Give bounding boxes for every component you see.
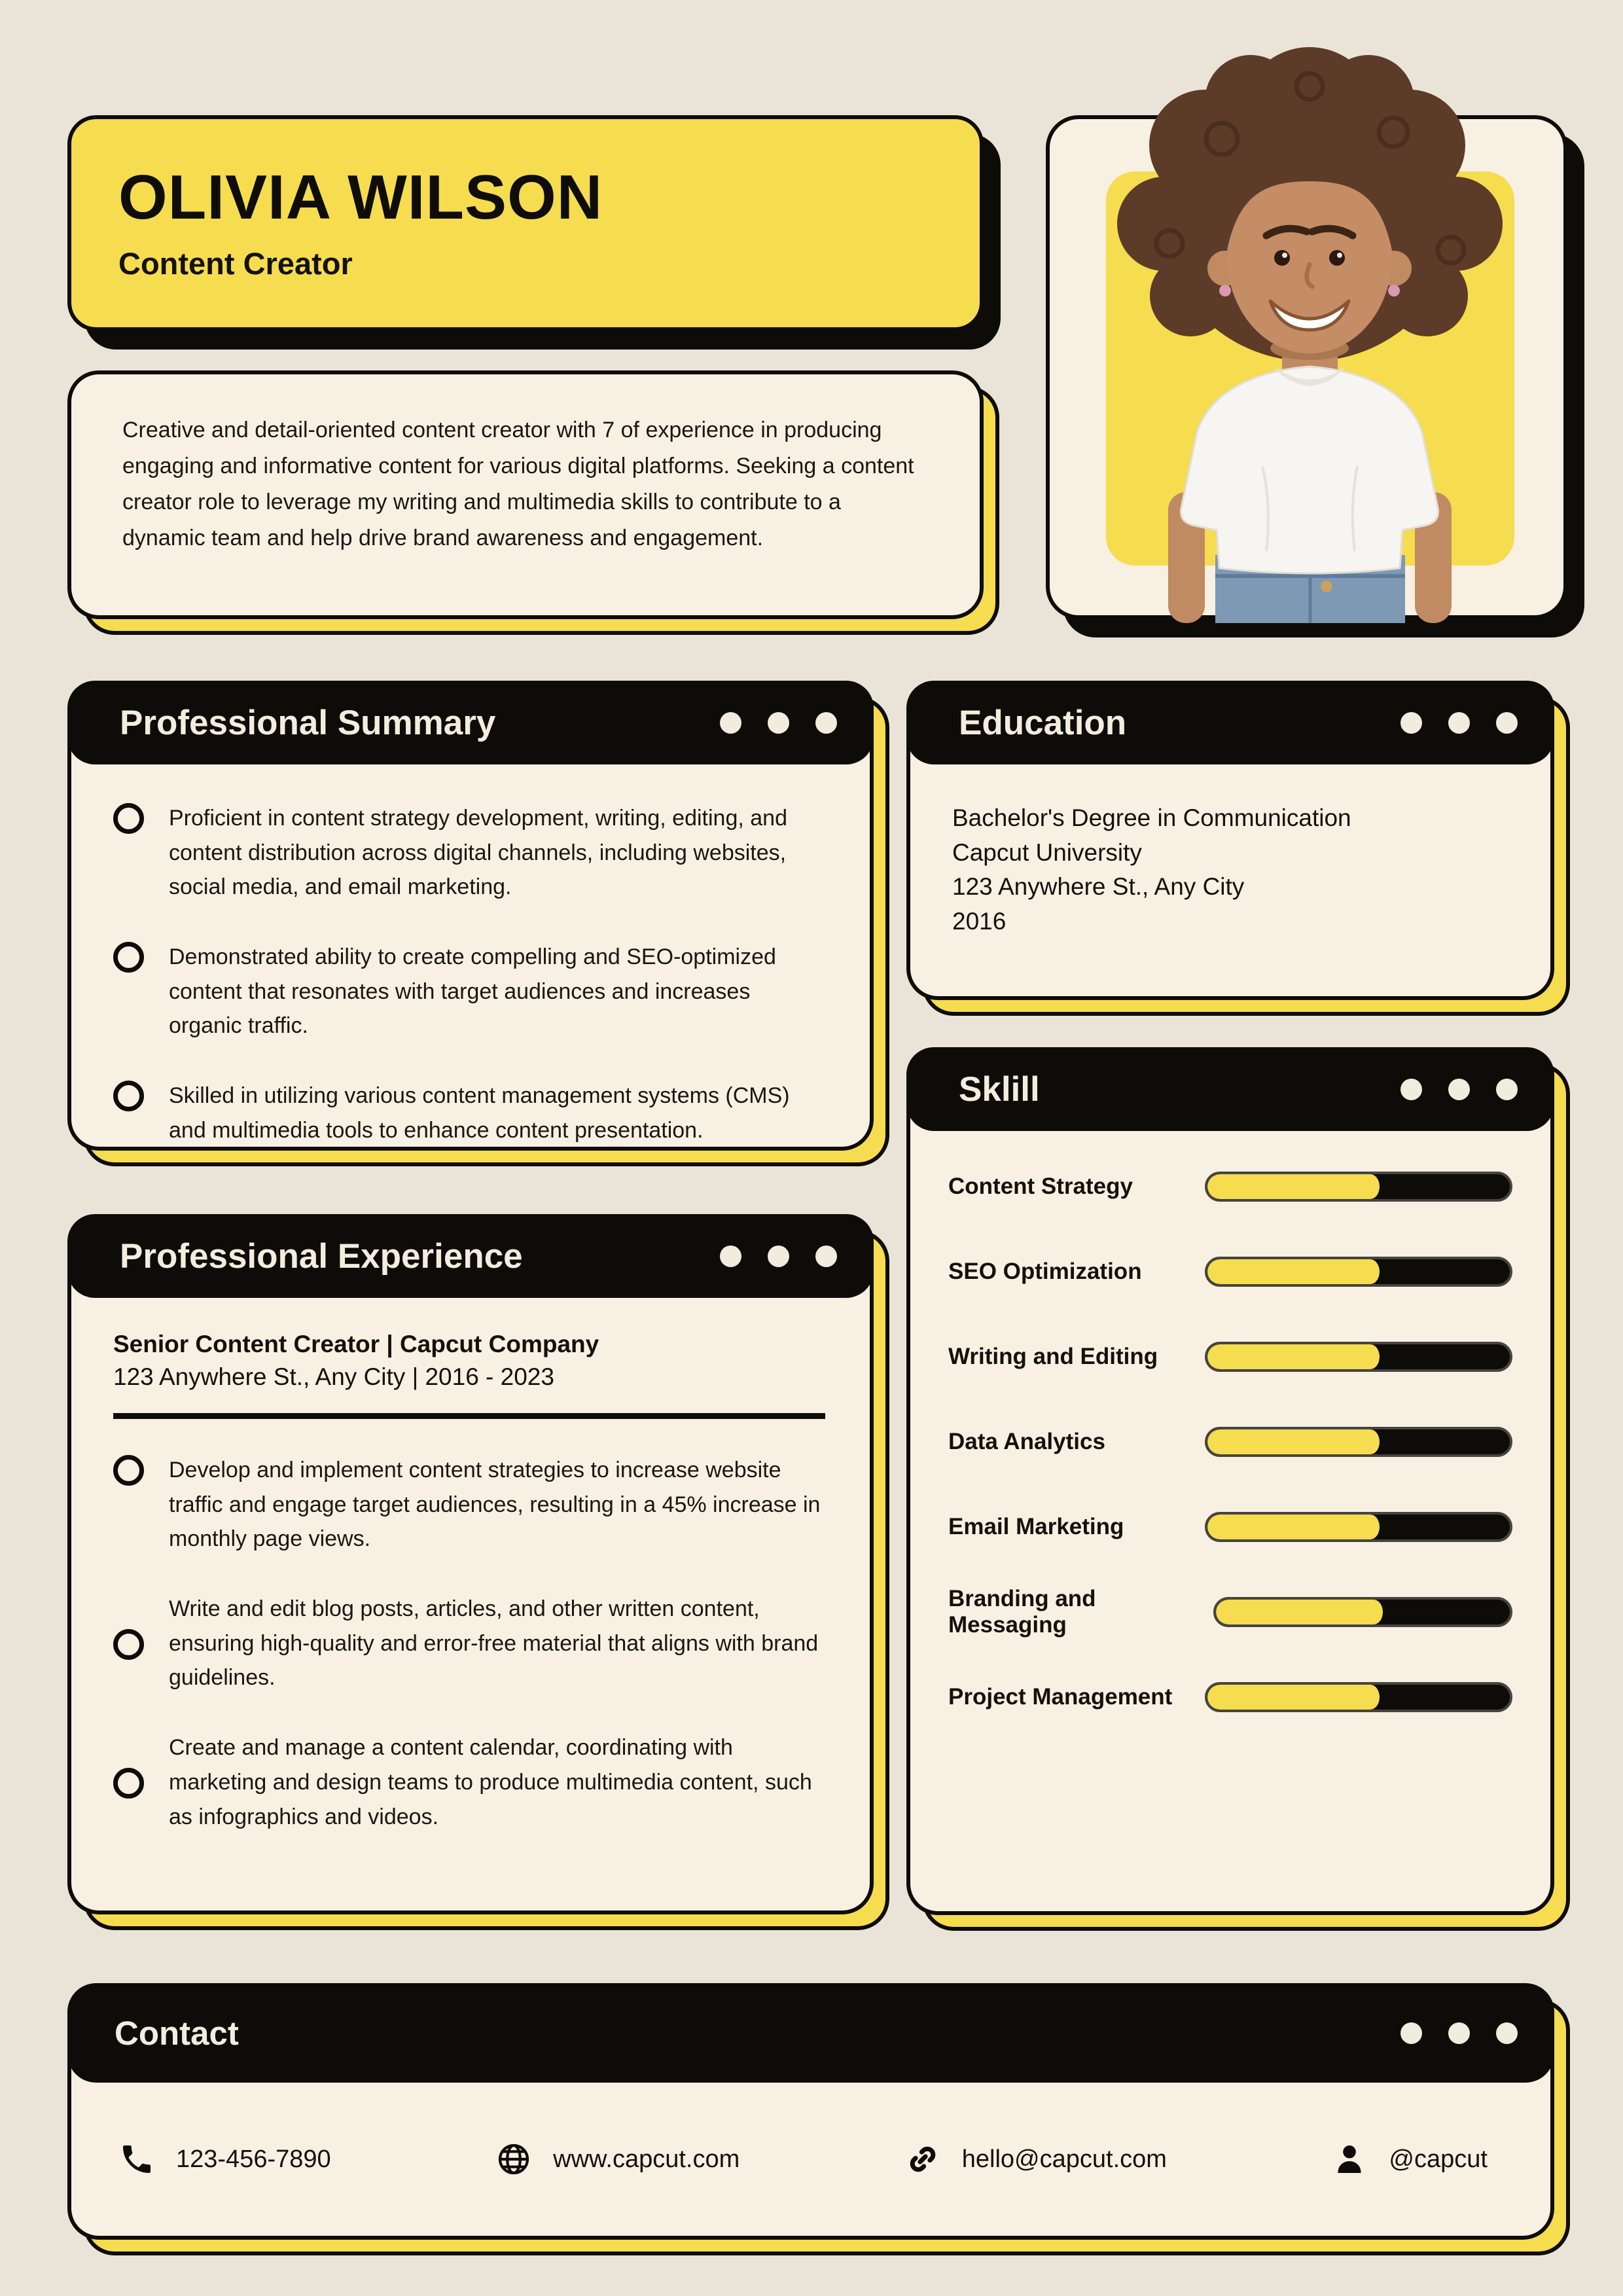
contact-header-bar xyxy=(67,1983,1554,2083)
skill-progress-fill xyxy=(1207,1344,1383,1369)
bullet-circle-icon xyxy=(113,803,144,834)
list-item xyxy=(113,1453,825,1556)
window-dot xyxy=(1400,712,1422,734)
summary-bullet-list xyxy=(113,801,825,1148)
skills-title: Sklill xyxy=(959,1069,1040,1109)
skills-header-bar xyxy=(906,1047,1554,1131)
bullet-circle-icon xyxy=(113,942,144,973)
skill-progress-fill xyxy=(1207,1685,1383,1710)
skill-progress-bar xyxy=(1205,1172,1512,1202)
contact-phone-item xyxy=(118,2141,331,2178)
window-dots xyxy=(720,712,837,734)
experience-bullet-text: Develop and implement content strategies to increase website traffic and engage target audiences, resulting in a 45% increase in monthly page views. xyxy=(169,1458,821,1552)
experience-bullet-list xyxy=(113,1453,825,1834)
list-item xyxy=(113,940,825,1043)
summary-bullet-text: Skilled in utilizing various content management systems (CMS) and multimedia tools to enhance content presentation. xyxy=(169,1083,790,1143)
contact-social: @capcut xyxy=(1389,2145,1488,2173)
education-year: 2016 xyxy=(952,907,1007,935)
window-dot xyxy=(1448,712,1470,734)
window-dot xyxy=(815,712,837,734)
skill-progress-bar xyxy=(1205,1257,1512,1287)
summary-title: Professional Summary xyxy=(120,703,496,742)
window-dot xyxy=(1448,1079,1470,1100)
person-job-title: Content Creator xyxy=(118,245,353,281)
skill-label: Content Strategy xyxy=(948,1174,1133,1199)
window-dots xyxy=(1400,2022,1518,2044)
window-dot xyxy=(1496,712,1518,734)
intro-card xyxy=(67,370,984,619)
skill-label: Branding and Messaging xyxy=(948,1586,1096,1638)
experience-title: Professional Experience xyxy=(120,1236,523,1276)
divider xyxy=(113,1413,825,1419)
experience-bullet-text: Write and edit blog posts, articles, and other written content, ensuring high-quality and error-free material that aligns with brand guidelines. xyxy=(169,1596,819,1691)
list-item xyxy=(113,1731,825,1834)
education-address: 123 Anywhere St., Any City xyxy=(952,873,1245,901)
skill-progress-bar xyxy=(1205,1342,1512,1372)
person-icon xyxy=(1331,2141,1368,2178)
window-dot xyxy=(1496,2022,1518,2044)
experience-meta: 123 Anywhere St., Any City | 2016 - 2023 xyxy=(113,1363,554,1390)
name-header-card xyxy=(67,115,984,331)
skill-row xyxy=(948,1512,1512,1542)
skill-progress-fill xyxy=(1207,1174,1383,1199)
skill-row xyxy=(948,1172,1512,1202)
skill-row xyxy=(948,1257,1512,1287)
window-dots xyxy=(720,1246,837,1267)
window-dot xyxy=(768,712,789,734)
list-item xyxy=(113,801,825,905)
contact-social-item xyxy=(1331,2141,1488,2178)
globe-icon xyxy=(495,2141,532,2178)
professional-experience-section xyxy=(67,1214,874,1914)
skill-row xyxy=(948,1427,1512,1457)
window-dot xyxy=(1400,1079,1422,1100)
person-name: OLIVIA WILSON xyxy=(118,162,603,233)
phone-icon xyxy=(118,2141,155,2178)
education-school: Capcut University xyxy=(952,838,1142,866)
summary-header-bar xyxy=(67,681,874,764)
professional-summary-section xyxy=(67,681,874,1151)
window-dot xyxy=(815,1246,837,1267)
skill-row xyxy=(948,1682,1512,1712)
education-degree: Bachelor's Degree in Communication xyxy=(952,804,1351,831)
summary-bullet-text: Proficient in content strategy development, writing, editing, and content distribution across digital channels, including websites, social media, and email marketing. xyxy=(169,806,787,900)
experience-bullet-text: Create and manage a content calendar, coordinating with marketing and design teams to produce multimedia content, such as infographics and videos. xyxy=(169,1735,812,1829)
bullet-circle-icon xyxy=(113,1455,144,1486)
skill-progress-bar xyxy=(1205,1427,1512,1457)
skills-section xyxy=(906,1047,1554,1915)
window-dots xyxy=(1400,712,1518,734)
skill-label: Project Management xyxy=(948,1684,1173,1710)
skill-progress-bar xyxy=(1205,1512,1512,1542)
skill-progress-fill xyxy=(1207,1259,1383,1284)
profile-photo-card xyxy=(1046,115,1567,619)
list-item xyxy=(113,1079,825,1147)
contact-section xyxy=(67,1983,1554,2240)
window-dot xyxy=(720,1246,741,1267)
experience-header-bar xyxy=(67,1214,874,1298)
window-dot xyxy=(1448,2022,1470,2044)
skill-label: Writing and Editing xyxy=(948,1344,1158,1369)
skill-progress-fill xyxy=(1216,1600,1387,1624)
skill-label: Data Analytics xyxy=(948,1429,1105,1454)
contact-website-item xyxy=(495,2141,740,2178)
window-dot xyxy=(720,712,741,734)
contact-phone: 123-456-7890 xyxy=(176,2145,331,2173)
list-item xyxy=(113,1592,825,1695)
link-icon xyxy=(904,2141,941,2178)
skill-label: Email Marketing xyxy=(948,1514,1124,1539)
education-header-bar xyxy=(906,681,1554,764)
skill-row xyxy=(948,1586,1512,1638)
intro-paragraph: Creative and detail-oriented content creator with 7 of experience in producing engaging and informative content for various digital platforms. Seeking a content creator role to leverage my writing and multimedia skills to contribute to a dynamic team and help drive brand awareness and engagement. xyxy=(122,418,914,551)
contact-email: hello@capcut.com xyxy=(961,2145,1167,2173)
skill-progress-fill xyxy=(1207,1515,1383,1539)
skill-progress-bar xyxy=(1205,1682,1512,1712)
bullet-circle-icon xyxy=(113,1768,144,1799)
contact-website: www.capcut.com xyxy=(553,2145,740,2173)
education-title: Education xyxy=(959,703,1127,742)
contact-title: Contact xyxy=(115,2014,239,2052)
window-dot xyxy=(768,1246,789,1267)
skill-label: SEO Optimization xyxy=(948,1259,1142,1284)
bullet-circle-icon xyxy=(113,1081,144,1111)
window-dots xyxy=(1400,1079,1518,1100)
window-dot xyxy=(1400,2022,1422,2044)
skill-progress-bar xyxy=(1213,1597,1512,1627)
contact-email-item xyxy=(904,2141,1167,2178)
skill-row xyxy=(948,1342,1512,1372)
skill-progress-fill xyxy=(1207,1429,1383,1454)
window-dot xyxy=(1496,1079,1518,1100)
experience-role: Senior Content Creator | Capcut Company xyxy=(113,1331,599,1357)
photo-yellow-backdrop xyxy=(1106,171,1514,565)
bullet-circle-icon xyxy=(113,1629,144,1660)
education-section xyxy=(906,681,1554,1000)
summary-bullet-text: Demonstrated ability to create compelling and SEO-optimized content that resonates with target audiences and increases organic traffic. xyxy=(169,944,776,1039)
